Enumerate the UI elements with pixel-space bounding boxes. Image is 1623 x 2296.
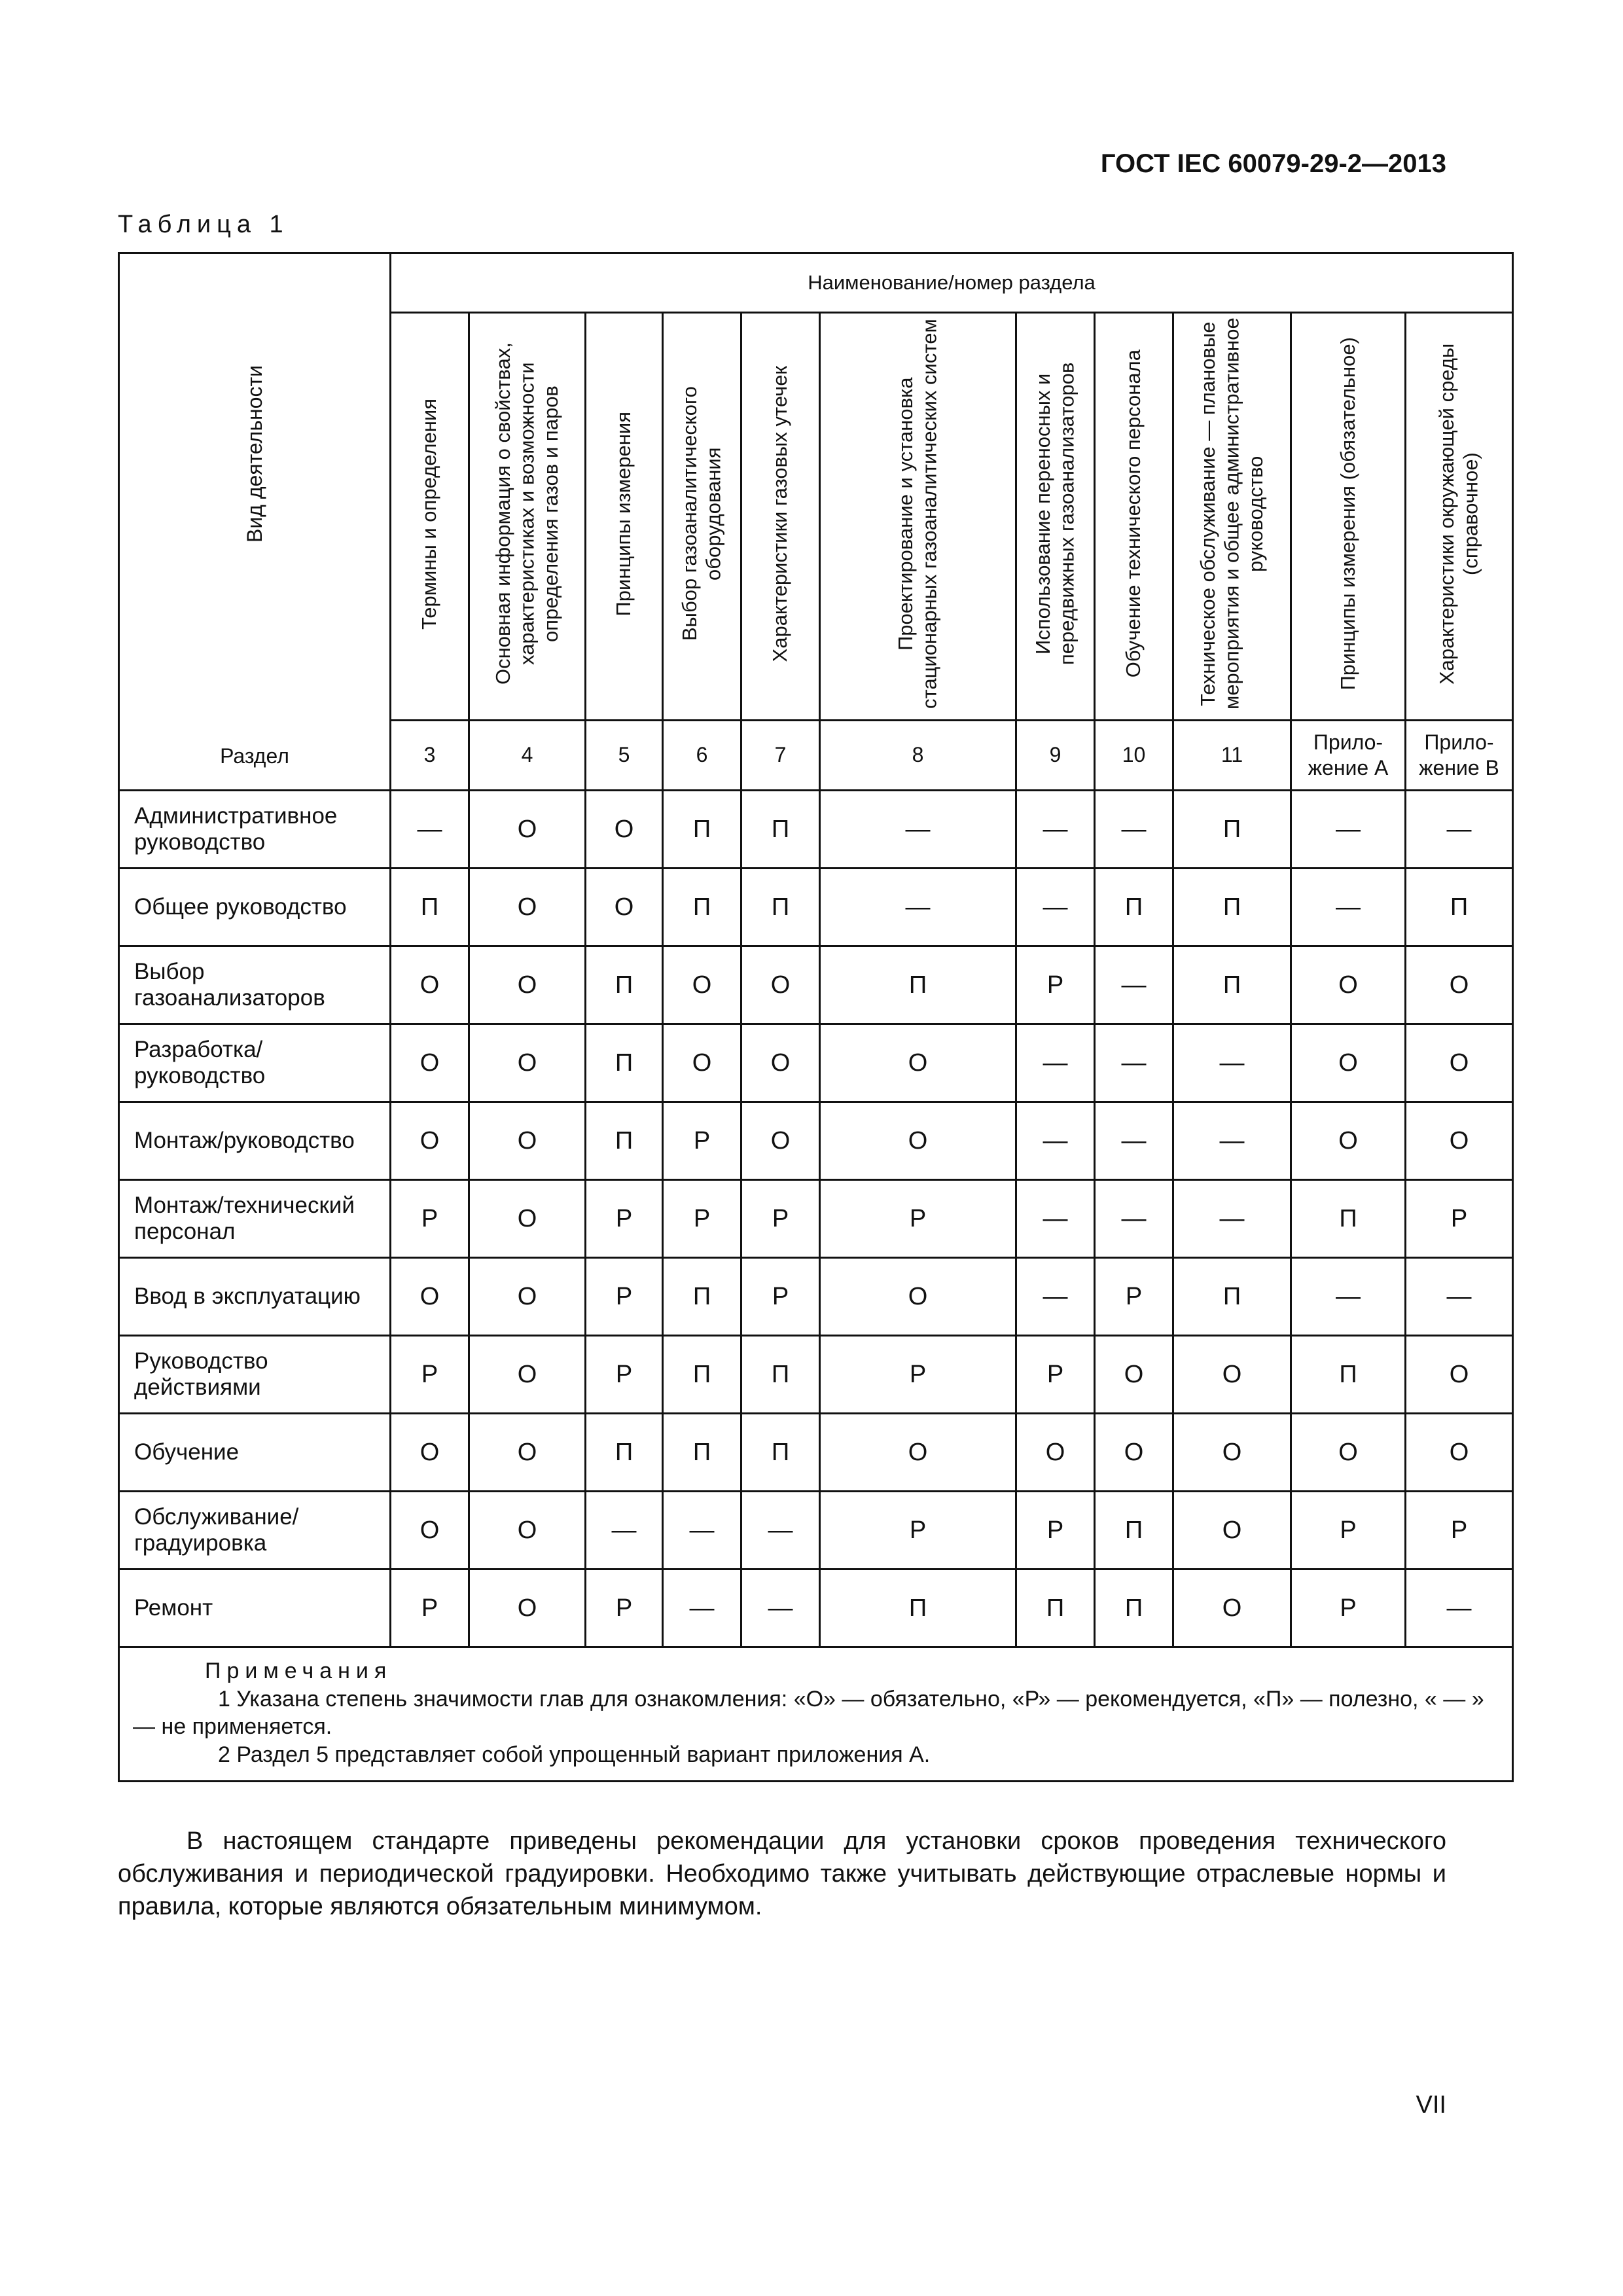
- significance-cell: О: [391, 1258, 469, 1336]
- column-title: Использование переносных и передвижных газоанализаторов: [1031, 362, 1079, 666]
- significance-cell: О: [1291, 1024, 1406, 1102]
- significance-cell: —: [1016, 791, 1095, 869]
- column-title: Термины и определения: [418, 398, 441, 630]
- table-row: [119, 946, 1513, 1024]
- significance-cell: Р: [1016, 1336, 1095, 1414]
- significance-cell: П: [1173, 946, 1291, 1024]
- significance-cell: О: [1173, 1492, 1291, 1570]
- significance-cell: П: [586, 1102, 663, 1180]
- significance-cell: П: [1095, 1492, 1173, 1570]
- activity-name: Выбор газоанализаторов: [119, 946, 391, 1024]
- significance-cell: П: [663, 1414, 741, 1492]
- significance-cell: П: [741, 869, 820, 946]
- significance-cell: О: [820, 1414, 1016, 1492]
- significance-cell: Р: [586, 1336, 663, 1414]
- table-row: [119, 1414, 1513, 1492]
- significance-cell: П: [1173, 1258, 1291, 1336]
- section-number: 3: [391, 721, 469, 791]
- significance-cell: Р: [391, 1336, 469, 1414]
- significance-cell: О: [391, 1414, 469, 1492]
- significance-cell: Р: [391, 1180, 469, 1258]
- significance-cell: —: [663, 1492, 741, 1570]
- activity-name: Монтаж/технический персонал: [119, 1180, 391, 1258]
- table-row: [119, 869, 1513, 946]
- table-row: [119, 1492, 1513, 1570]
- significance-cell: О: [469, 1492, 586, 1570]
- column-title-cell: [391, 313, 469, 721]
- significance-cell: Р: [820, 1180, 1016, 1258]
- significance-cell: О: [820, 1024, 1016, 1102]
- activity-name: Ремонт: [119, 1570, 391, 1647]
- section-number: 7: [741, 721, 820, 791]
- activity-header: Вид деятельности: [243, 365, 266, 543]
- column-title: Техническое обслуживание — плановые мероприятия и общее административное руководство: [1196, 317, 1267, 710]
- significance-cell: Р: [586, 1180, 663, 1258]
- significance-cell: П: [741, 1414, 820, 1492]
- significance-cell: —: [1173, 1102, 1291, 1180]
- significance-cell: —: [391, 791, 469, 869]
- column-title-cell: [1016, 313, 1095, 721]
- note-item: 2 Раздел 5 представляет собой упрощенный вариант приложения А.: [218, 1742, 931, 1767]
- column-title: Характеристики окружающей среды (справочное): [1435, 343, 1482, 685]
- significance-cell: —: [1016, 1258, 1095, 1336]
- activity-name: Обслуживание/ градуировка: [119, 1492, 391, 1570]
- significance-cell: —: [1095, 1024, 1173, 1102]
- significance-cell: П: [586, 1414, 663, 1492]
- significance-cell: Р: [586, 1570, 663, 1647]
- significance-cell: —: [1016, 1180, 1095, 1258]
- page-number: VII: [1416, 2091, 1446, 2119]
- requirements-table: [118, 252, 1514, 1782]
- significance-cell: О: [663, 1024, 741, 1102]
- significance-cell: П: [1173, 791, 1291, 869]
- significance-cell: —: [820, 869, 1016, 946]
- significance-cell: О: [586, 791, 663, 869]
- significance-cell: —: [1173, 1180, 1291, 1258]
- column-title: Характеристики газовых утечек: [768, 365, 792, 662]
- significance-cell: О: [1095, 1414, 1173, 1492]
- significance-cell: —: [663, 1570, 741, 1647]
- significance-cell: О: [391, 1102, 469, 1180]
- significance-cell: П: [1016, 1570, 1095, 1647]
- significance-cell: Р: [1406, 1492, 1513, 1570]
- significance-cell: О: [469, 869, 586, 946]
- column-title-cell: [1406, 313, 1513, 721]
- significance-cell: П: [741, 791, 820, 869]
- significance-cell: О: [469, 791, 586, 869]
- column-title-cell: [586, 313, 663, 721]
- column-title-cell: [1173, 313, 1291, 721]
- significance-cell: П: [1291, 1180, 1406, 1258]
- activity-name: Общее руководство: [119, 869, 391, 946]
- significance-cell: Р: [1291, 1492, 1406, 1570]
- significance-cell: О: [1406, 1336, 1513, 1414]
- significance-cell: П: [391, 869, 469, 946]
- column-title-cell: [663, 313, 741, 721]
- significance-cell: О: [1291, 1102, 1406, 1180]
- significance-cell: —: [1095, 1180, 1173, 1258]
- activity-header-cell: [119, 253, 391, 791]
- significance-cell: Р: [820, 1336, 1016, 1414]
- significance-cell: —: [1291, 791, 1406, 869]
- significance-cell: О: [469, 1102, 586, 1180]
- significance-cell: П: [586, 946, 663, 1024]
- table-row: [119, 1258, 1513, 1336]
- significance-cell: П: [820, 946, 1016, 1024]
- note-item: 1 Указана степень значимости глав для ознакомления: «О» — обязательно, «Р» — рекомендуется, «П» — полезно, « — » — не применяется.: [133, 1686, 1484, 1739]
- section-number: 4: [469, 721, 586, 791]
- significance-cell: —: [1095, 946, 1173, 1024]
- significance-cell: Р: [1095, 1258, 1173, 1336]
- significance-cell: О: [1291, 946, 1406, 1024]
- activity-name: Разработка/ руководство: [119, 1024, 391, 1102]
- section-group-header: Наименование/номер раздела: [391, 253, 1513, 313]
- table-caption: Таблица 1: [118, 211, 289, 238]
- significance-cell: П: [741, 1336, 820, 1414]
- significance-cell: О: [1406, 1102, 1513, 1180]
- significance-cell: О: [469, 946, 586, 1024]
- significance-cell: О: [1173, 1336, 1291, 1414]
- column-title-cell: [820, 313, 1016, 721]
- significance-cell: О: [1406, 1414, 1513, 1492]
- significance-cell: О: [469, 1180, 586, 1258]
- significance-cell: Р: [586, 1258, 663, 1336]
- section-number: 6: [663, 721, 741, 791]
- column-title-cell: [1095, 313, 1173, 721]
- table-row: [119, 1102, 1513, 1180]
- significance-cell: П: [1095, 869, 1173, 946]
- column-title: Принципы измерения (обязательное): [1336, 337, 1359, 691]
- significance-cell: О: [391, 1024, 469, 1102]
- column-title-cell: [741, 313, 820, 721]
- significance-cell: Р: [741, 1258, 820, 1336]
- significance-cell: П: [663, 1258, 741, 1336]
- significance-cell: О: [1291, 1414, 1406, 1492]
- significance-cell: О: [1173, 1570, 1291, 1647]
- document-code: ГОСТ IEC 60079-29-2—2013: [1100, 149, 1446, 178]
- section-number: Прило-жение А: [1291, 721, 1406, 791]
- activity-name: Руководство действиями: [119, 1336, 391, 1414]
- section-number: 8: [820, 721, 1016, 791]
- significance-cell: —: [1173, 1024, 1291, 1102]
- significance-cell: О: [469, 1336, 586, 1414]
- activity-name: Ввод в эксплуатацию: [119, 1258, 391, 1336]
- section-number: 9: [1016, 721, 1095, 791]
- significance-cell: О: [1173, 1414, 1291, 1492]
- significance-cell: Р: [1291, 1570, 1406, 1647]
- significance-cell: О: [586, 869, 663, 946]
- significance-cell: —: [1406, 1258, 1513, 1336]
- significance-cell: П: [1406, 869, 1513, 946]
- significance-cell: Р: [820, 1492, 1016, 1570]
- activity-name: Монтаж/руководство: [119, 1102, 391, 1180]
- significance-cell: —: [741, 1570, 820, 1647]
- significance-cell: О: [820, 1102, 1016, 1180]
- table-row: [119, 1570, 1513, 1647]
- significance-cell: П: [586, 1024, 663, 1102]
- significance-cell: —: [1291, 869, 1406, 946]
- significance-cell: —: [741, 1492, 820, 1570]
- section-number: 11: [1173, 721, 1291, 791]
- column-title: Обучение технического персонала: [1122, 350, 1145, 678]
- column-title-cell: [469, 313, 586, 721]
- table-body: [119, 791, 1513, 1782]
- column-title: Основная информация о свойствах, характеристиках и возможности определения газов и паров: [491, 342, 562, 685]
- significance-cell: О: [663, 946, 741, 1024]
- significance-cell: О: [469, 1570, 586, 1647]
- significance-cell: Р: [1016, 946, 1095, 1024]
- table-notes: [119, 1647, 1513, 1782]
- significance-cell: П: [663, 869, 741, 946]
- significance-cell: —: [1016, 1102, 1095, 1180]
- significance-cell: Р: [741, 1180, 820, 1258]
- table-header: [119, 253, 1513, 791]
- table-row: [119, 1180, 1513, 1258]
- table-row: [119, 791, 1513, 869]
- significance-cell: Р: [663, 1102, 741, 1180]
- column-title-cell: [1291, 313, 1406, 721]
- body-paragraph: В настоящем стандарте приведены рекомендации для установки сроков проведения технического обслуживания и периодической градуировки. Необходимо также учитывать действующие отраслевые нормы и правила, которые являются обязательным минимумом.: [118, 1827, 1446, 1921]
- significance-cell: П: [663, 1336, 741, 1414]
- significance-cell: О: [741, 946, 820, 1024]
- significance-cell: —: [1291, 1258, 1406, 1336]
- section-number: 10: [1095, 721, 1173, 791]
- significance-cell: —: [1016, 869, 1095, 946]
- section-row-label: Раздел: [220, 744, 289, 768]
- significance-cell: О: [741, 1102, 820, 1180]
- significance-cell: О: [1016, 1414, 1095, 1492]
- column-title: Принципы измерения: [612, 411, 635, 617]
- activity-name: Обучение: [119, 1414, 391, 1492]
- section-number: 5: [586, 721, 663, 791]
- significance-cell: П: [820, 1570, 1016, 1647]
- significance-cell: П: [1291, 1336, 1406, 1414]
- significance-cell: Р: [391, 1570, 469, 1647]
- notes-title: Примечания: [205, 1659, 393, 1683]
- significance-cell: П: [663, 791, 741, 869]
- significance-cell: —: [1016, 1024, 1095, 1102]
- section-number: Прило-жение В: [1406, 721, 1513, 791]
- significance-cell: О: [820, 1258, 1016, 1336]
- significance-cell: О: [469, 1258, 586, 1336]
- significance-cell: —: [1095, 791, 1173, 869]
- significance-cell: —: [1406, 1570, 1513, 1647]
- table-row: [119, 1024, 1513, 1102]
- activity-name: Административное руководство: [119, 791, 391, 869]
- column-title: Выбор газоаналитического оборудования: [677, 386, 725, 641]
- significance-cell: О: [1406, 946, 1513, 1024]
- column-title: Проектирование и установка стационарных газоаналитических систем: [893, 319, 941, 709]
- table-row: [119, 1336, 1513, 1414]
- significance-cell: О: [469, 1024, 586, 1102]
- significance-cell: П: [1173, 869, 1291, 946]
- significance-cell: —: [1406, 791, 1513, 869]
- significance-cell: О: [1406, 1024, 1513, 1102]
- significance-cell: —: [586, 1492, 663, 1570]
- significance-cell: —: [820, 791, 1016, 869]
- notes-row: [119, 1647, 1513, 1782]
- significance-cell: О: [741, 1024, 820, 1102]
- significance-cell: —: [1095, 1102, 1173, 1180]
- significance-cell: Р: [663, 1180, 741, 1258]
- significance-cell: О: [391, 1492, 469, 1570]
- significance-cell: О: [391, 946, 469, 1024]
- significance-cell: Р: [1406, 1180, 1513, 1258]
- significance-cell: П: [1095, 1570, 1173, 1647]
- significance-cell: Р: [1016, 1492, 1095, 1570]
- significance-cell: О: [469, 1414, 586, 1492]
- significance-cell: О: [1095, 1336, 1173, 1414]
